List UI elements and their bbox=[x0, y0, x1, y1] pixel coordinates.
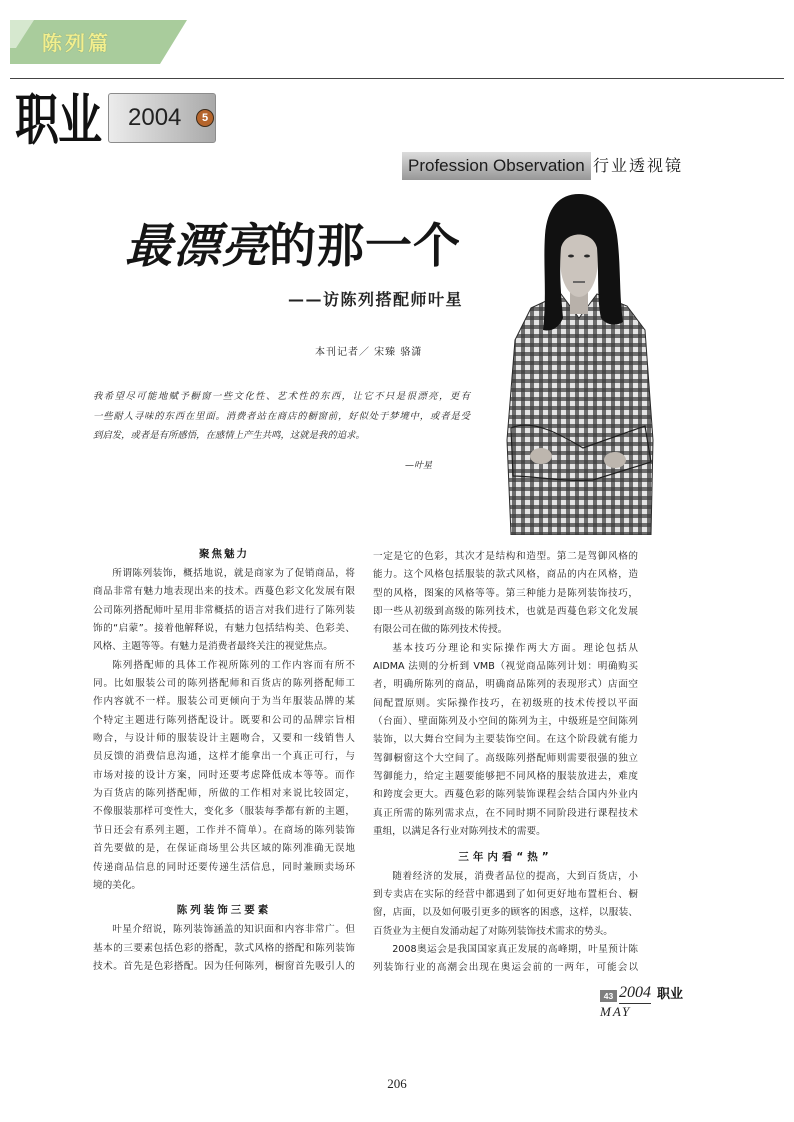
paragraph bbox=[373, 548, 638, 640]
body-text-line: 装饰，以大舞台空间为主要装饰空间。在这个阶段就有能力 bbox=[373, 734, 638, 746]
article-title bbox=[125, 212, 461, 282]
body-text-line: 陈列搭配师的具体工作视所陈列的工作内容而有所不 bbox=[112, 659, 355, 671]
portrait-photo bbox=[503, 190, 655, 535]
body-text-line: 真正所需的陈列需求点，在不同时期不同阶段进行课程技术 bbox=[373, 807, 638, 819]
magazine-logo: 职业 bbox=[15, 88, 101, 153]
body-text-line: 叶星介绍说，陈列装饰涵盖的知识面和内容非常广。但 bbox=[112, 924, 355, 936]
body-text-line: 不像服装那样可变性大，变化多（服装每季都有新的主题， bbox=[93, 806, 355, 818]
section-heading: 陈列装饰三要素 bbox=[176, 904, 272, 917]
article-title-part1: 最漂亮 bbox=[125, 219, 269, 274]
body-text-line: 能力。这个风格包括服装的款式风格，商品的内在风格，造 bbox=[373, 569, 638, 581]
body-text-line: 随着经济的发展，消费者品位的提高，大到百货店，小 bbox=[392, 870, 638, 882]
body-text-line: 市场对接的设计方案，同时还要考虑降低成本等等。而作 bbox=[93, 769, 355, 781]
body-text-line: 有限公司在做的陈列技术传授。 bbox=[373, 624, 508, 636]
issue-badge bbox=[108, 93, 216, 143]
quote-attribution: —叶星 bbox=[405, 461, 433, 471]
issue-number: 5 bbox=[196, 109, 214, 127]
quote-line: 一些耐人寻味的东西在里面。消费者站在商店的橱窗前，好似处于梦境中，或者是受 bbox=[93, 410, 470, 422]
paragraph bbox=[373, 640, 638, 842]
footer-brand: 职业 bbox=[657, 987, 684, 1002]
body-text-line: 重组，以满足各行业对陈列技术的需要。 bbox=[373, 826, 546, 838]
body-text-line: 窗，店面，以及如何吸引更多的顾客的困惑，这样，以服装、 bbox=[373, 907, 638, 919]
body-text-line: 到专卖店在实际的经营中都遇到了如何更好地布置柜台、橱 bbox=[373, 888, 638, 900]
body-text-line: 驾御橱窗这个大空间了。高级陈列搭配师则需要很强的独立 bbox=[373, 752, 638, 764]
body-text-line: 即一些从初级到高级的陈列技术，也就是西蔓色彩文化发展 bbox=[373, 606, 638, 618]
body-text-line: 饰的“启蒙”。接着他解释说，有魅力包括结构美、色彩美、 bbox=[93, 623, 355, 635]
body-text-line: 同。比如服装公司的陈列搭配师和百货店的陈列搭配师工 bbox=[93, 678, 355, 690]
body-text-line: 间配置原则。实际操作技巧，在初级班的技术传授以平面 bbox=[373, 697, 638, 709]
body-text-line: 吻合，与设计师的服装设计主题吻合，又要和一线销售人 bbox=[93, 733, 355, 745]
body-text-line: 基本技巧分理论和实际操作两大方面。理论包括从 bbox=[392, 642, 638, 654]
paragraph bbox=[93, 657, 355, 895]
article-byline: 本刊记者／ 宋臻 骆潇 bbox=[315, 347, 423, 358]
article-subtitle: ——访陈列搭配师叶星 bbox=[288, 290, 464, 309]
body-text-line: 和跨度会更大。西蔓色彩的陈列装饰课程会结合国内外业内 bbox=[373, 789, 638, 801]
issue-page-number: 43 bbox=[600, 990, 617, 1002]
body-text-line: 为百货店的陈列搭配师，所做的工作相对来说比较固定， bbox=[93, 788, 355, 800]
body-column-left bbox=[93, 543, 355, 976]
body-text-line: 型的风格，图案的风格等等。第三种能力是陈列装饰技巧， bbox=[373, 587, 638, 599]
paragraph bbox=[373, 868, 638, 941]
body-text-line: 首先要做的是，在保证商场里公共区域的陈列准确无误地 bbox=[93, 843, 355, 855]
column-label-chinese: 行业透视镜 bbox=[593, 156, 684, 175]
paragraph bbox=[373, 941, 638, 978]
body-text-line: 风格、主题等等。有魅力是消费者最终关注的视觉焦点。 bbox=[93, 641, 333, 653]
body-text-line: 技术。首先是色彩搭配。因为任何陈列，橱窗首先吸引人的 bbox=[93, 960, 355, 972]
footer-month: MAY bbox=[600, 1004, 632, 1019]
body-text-line: （台面）、壁面陈列及小空间的陈列为主，中级班是空间陈列 bbox=[373, 716, 638, 728]
body-column-right bbox=[373, 548, 638, 978]
left-hand bbox=[530, 448, 552, 464]
paragraph bbox=[93, 565, 355, 657]
body-text-line: 商品非常有魅力地表现出来的技术。西蔓色彩文化发展有限 bbox=[93, 586, 355, 598]
right-hand bbox=[604, 452, 626, 468]
body-text-line: 2008奥运会是我国国家真正发展的高峰期，叶星预计陈 bbox=[392, 943, 638, 955]
body-text-line: 列装饰行业的高潮会出现在奥运会前的一两年，可能会以 bbox=[373, 962, 638, 974]
shirt-torso bbox=[507, 294, 653, 535]
article-title-part2: 的那一个 bbox=[269, 219, 461, 274]
intro-quote bbox=[93, 387, 470, 446]
body-text-line: 公司陈列搭配师叶星用非常概括的语言对我们进行了陈列装 bbox=[93, 604, 355, 616]
body-text-line: 驾御能力，给定主题要能够把不同风格的服装放进去，难度 bbox=[373, 771, 638, 783]
body-text-line: 所谓陈列装饰，概括地说，就是商家为了促销商品，将 bbox=[112, 568, 355, 579]
page-number: 206 bbox=[387, 1076, 407, 1091]
left-eye bbox=[568, 255, 574, 258]
body-text-line: 一定是它的色彩，其次才是结构和造型。第二是驾御风格的 bbox=[373, 551, 638, 562]
section-heading: 聚焦魅力 bbox=[199, 548, 249, 560]
issue-year: 2004 bbox=[128, 104, 182, 131]
body-text-line: 基本的三要素包括色彩的搭配，款式风格的搭配和陈列装饰 bbox=[93, 942, 355, 954]
section-tab-label: 陈列篇 bbox=[42, 31, 111, 55]
quote-line: 到启发，或者是有所感悟，在感情上产生共鸣，这就是我的追求。 bbox=[93, 430, 365, 441]
quote-line: 我希望尽可能地赋予橱窗一些文化性、艺术性的东西，让它不只是很漂亮，更有 bbox=[93, 391, 470, 402]
body-text-line: 者，明确所陈列的商品，明确商品陈列的表现形式）店面空 bbox=[373, 679, 638, 691]
section-heading: 三年内看“热” bbox=[458, 850, 553, 863]
body-text-line: 员反馈的消费信息沟通，这样才能拿出一个真正可行，与 bbox=[93, 751, 355, 763]
column-label-english: Profession Observation bbox=[402, 152, 591, 180]
right-eye bbox=[584, 255, 590, 258]
body-text-line: 百货业为主便自发涌动起了对陈列装饰技术需求的势头。 bbox=[373, 925, 613, 937]
body-text-line: 作内容就不一样。服装公司更倾向于为当年服装品牌的某 bbox=[93, 696, 355, 708]
paragraph bbox=[93, 921, 355, 976]
header-rule bbox=[10, 78, 784, 79]
body-text-line: 境的美化。 bbox=[93, 879, 141, 891]
body-text-line: AIDMA 法则的分析到 VMB（视觉商品陈列计划：明确购买 bbox=[373, 661, 638, 673]
body-text-line: 个特定主题进行陈列搭配设计。既要和公司的品牌宗旨相 bbox=[93, 714, 355, 726]
footer-year: 2004 bbox=[619, 983, 651, 1004]
body-text-line: 传递商品信息的同时还要传递生活信息，同时兼顾卖场环 bbox=[93, 861, 355, 873]
body-text-line: 节日还会有系列主题，工作并不简单）。在商场的陈列装饰 bbox=[93, 824, 355, 836]
